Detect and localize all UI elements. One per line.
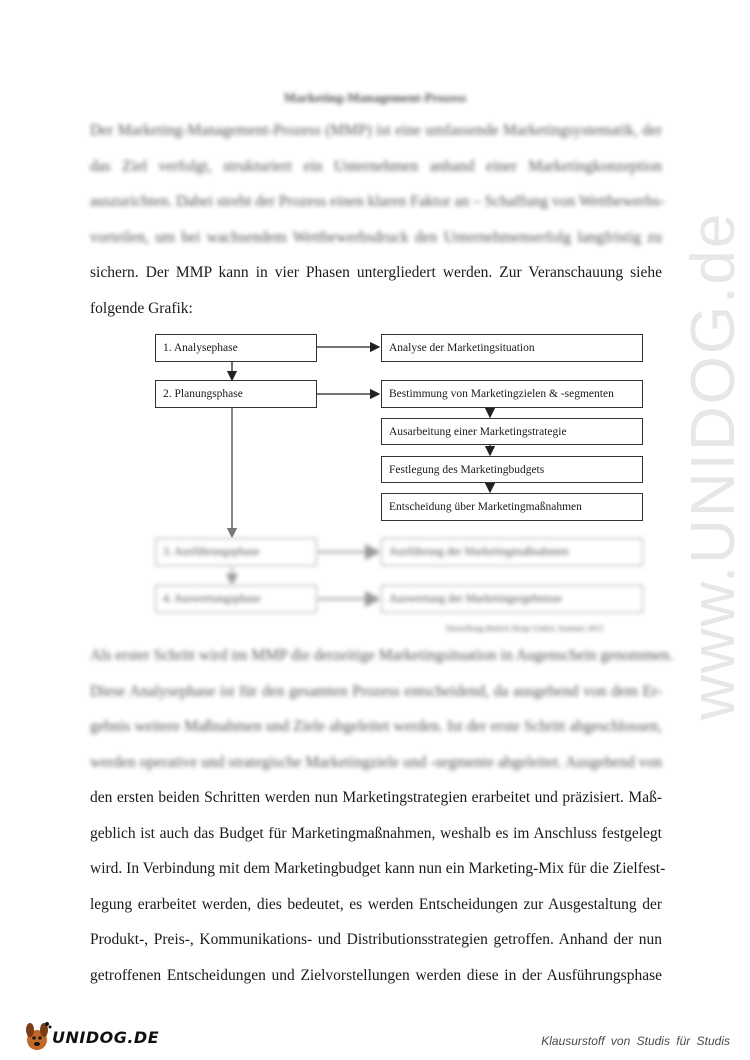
text-line: den ersten beiden Schritten werden nun Marketingstrategien erarbeitet und präzisiert. Maß- [90, 789, 662, 806]
text-line: gebnis weitere Maßnahmen und Ziele abgeleitet werden. Ist der erste Schritt abgeschlossen, [90, 718, 662, 735]
text-line: vorteilen, um bei wachsendem Wettbewerbsdruck den Unternehmenserfolg langfristig zu [90, 228, 662, 246]
unidog-logo[interactable] [22, 1020, 160, 1054]
phase-box-auswertung: 4. Auswertungsphase [155, 585, 317, 613]
text-line: sichern. Der MMP kann in vier Phasen untergliedert werden. Zur Veranschauung siehe [90, 264, 662, 281]
step-box-ziele: Bestimmung von Marketingzielen & -segmenten [381, 380, 643, 408]
intro-paragraph [90, 113, 665, 326]
text-line: Als erster Schritt wird im MMP die derzeitige Marketingsituation in Augenschein genommen. [90, 647, 674, 664]
watermark: www.UNIDOG.de [679, 211, 748, 720]
step-box-massnahmen: Entscheidung über Marketingmaßnahmen [381, 493, 643, 521]
process-diagram [150, 326, 645, 636]
phase-box-ausfuehrung: 3. Ausführungsphase [155, 538, 317, 566]
text-line: Der Marketing-Management-Prozess (MMP) ist eine umfassende Marketingsystematik, der [90, 122, 662, 139]
text-line: wird. In Verbindung mit dem Marketingbudget kann nun ein Marketing-Mix für die Zielfest- [90, 860, 666, 877]
text-line: auszurichten. Dabei strebt der Prozess einen klaren Faktor an – Schaffung von Wettbewerbs- [90, 193, 665, 210]
text-line: getroffenen Entscheidungen und Zielvorstellungen werden diese in der Ausführungsphase [90, 966, 662, 984]
document-title: Marketing-Management-Prozess [283, 90, 467, 105]
step-box-analyse: Analyse der Marketingsituation [381, 334, 643, 362]
text-line: Produkt-, Preis-, Kommunikations- und Distributionsstrategien getroffen. Anhand der nun [90, 931, 662, 948]
step-box-strategie: Ausarbeitung einer Marketingstrategie [381, 418, 643, 445]
text-line: folgende Grafik: [90, 299, 193, 317]
text-line: legung erarbeitet werden, dies bedeutet, es werden Entscheidungen zur Ausgestaltung der [90, 895, 662, 913]
text-line: Diese Analysephase ist für den gesamten Prozess entscheidend, da ausgehend von dem Er- [90, 682, 662, 700]
step-box-auswertung: Auswertung der Marketingergebnisse [381, 585, 643, 613]
text-line: das Ziel verfolgt, strukturiert ein Unternehmen anhand einer Marketingkonzeption [90, 157, 662, 175]
step-box-ausfuehrung: Ausführung der Marketingmaßnahmen [381, 538, 643, 566]
footer-tagline: Klausurstoff von Studis für Studis [541, 1034, 730, 1048]
phase-box-planung: 2. Planungsphase [155, 380, 317, 408]
text-line: werden operative und strategische Marketingziele und -segmente abgeleitet. Ausgehend von [90, 753, 662, 771]
diagram-caption: Darstellung ähnlich Skript Unikel, Sommer 2015 [446, 624, 604, 633]
body-paragraph [90, 638, 674, 993]
dog-icon [22, 1020, 52, 1052]
step-box-budget: Festlegung des Marketingbudgets [381, 456, 643, 483]
logo-text: UNIDOG.DE [52, 1028, 160, 1047]
phase-box-analyse: 1. Analysephase [155, 334, 317, 362]
text-line: geblich ist auch das Budget für Marketingmaßnahmen, weshalb es im Anschluss festgelegt [90, 824, 662, 842]
